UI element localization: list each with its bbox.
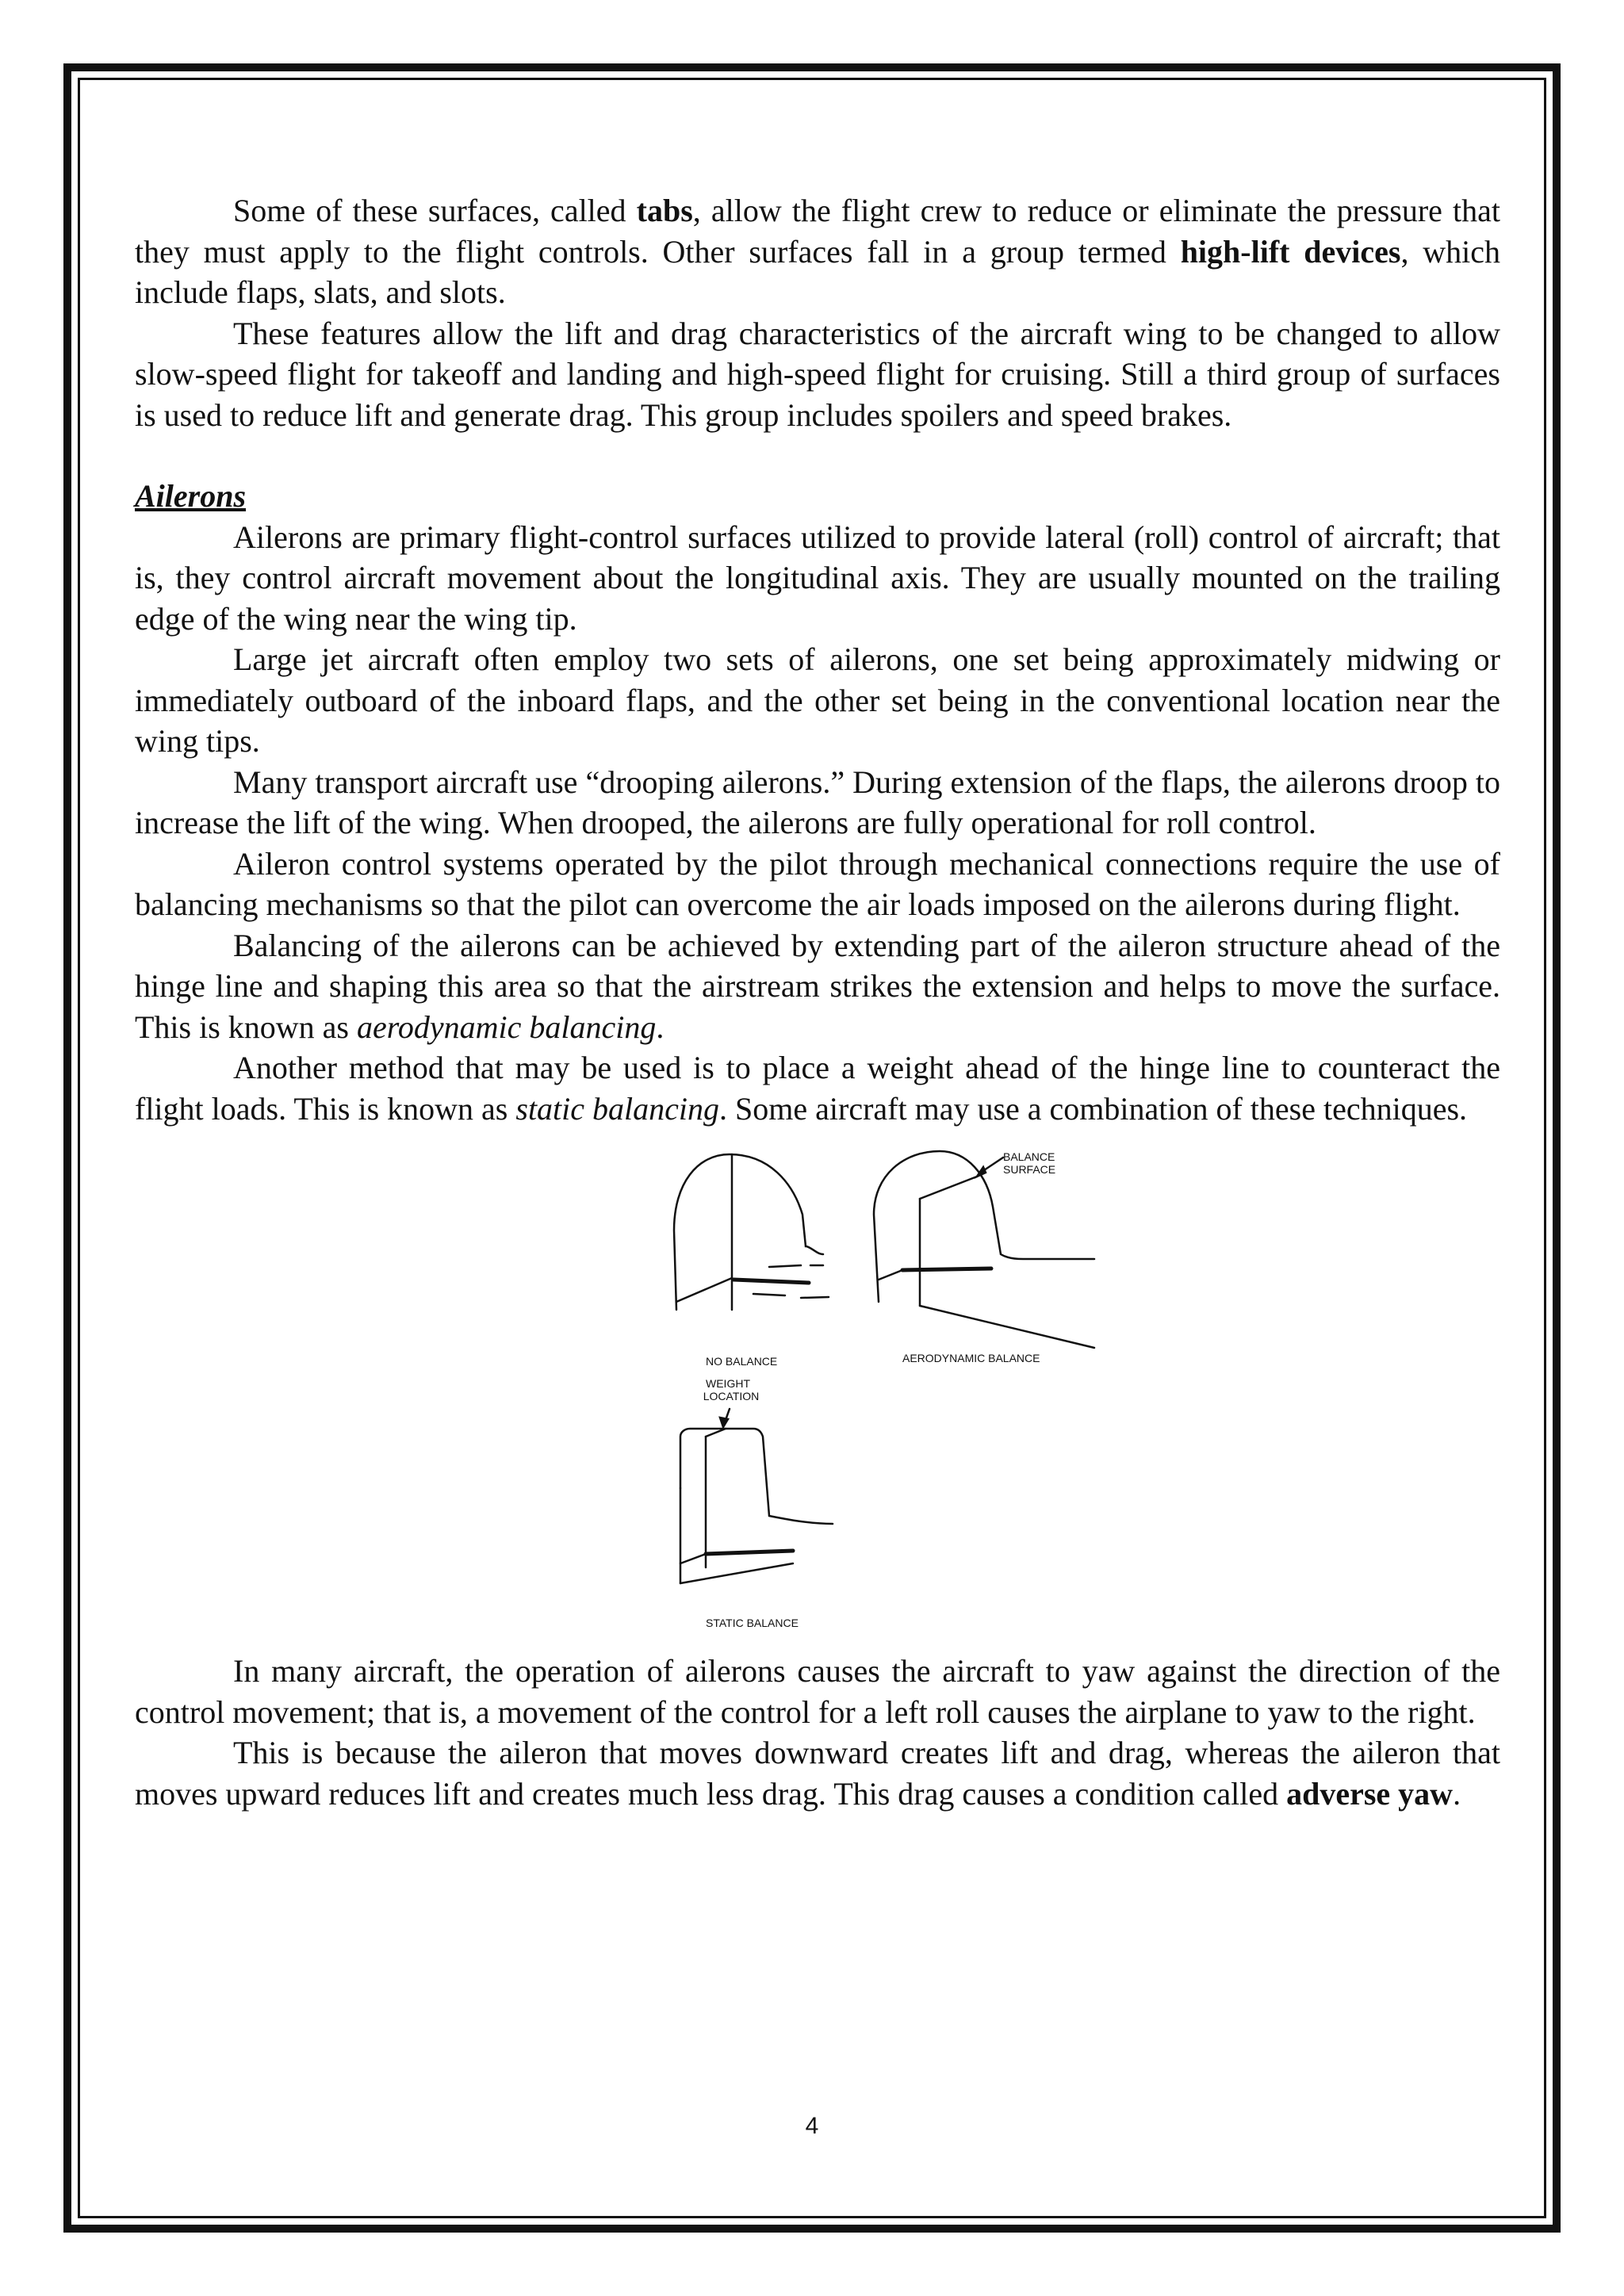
- term-static-balancing: static balancing: [515, 1090, 720, 1127]
- label-no-balance: NO BALANCE: [706, 1355, 778, 1368]
- label-weight-location-line1: WEIGHT: [706, 1377, 750, 1390]
- term-aerodynamic-balancing: aerodynamic balancing: [357, 1008, 657, 1045]
- term-tabs: tabs: [636, 193, 693, 228]
- static-balance-diagram: [680, 1409, 833, 1583]
- aileron-balance-figure: [135, 1135, 1500, 1643]
- label-balance-surface-line2: SURFACE: [1003, 1163, 1056, 1176]
- ailerons-paragraph-4: Aileron control systems operated by the pilot through mechanical connections require the use of balancing mechanisms so that the pilot can overcome the air loads imposed on the ailerons during flight.: [135, 845, 1500, 922]
- ailerons-paragraph-3: Many transport aircraft use “drooping ailerons.” During extension of the flaps, the ailerons droop to increase the lift of the wing. When drooped, the ailerons are fully operational for roll control.: [135, 763, 1500, 840]
- label-static-balance: STATIC BALANCE: [706, 1617, 799, 1629]
- intro-paragraph-1: Some of these surfaces, called tabs, allow the flight crew to reduce or eliminate the pressure that they must apply to the flight controls. Other surfaces fall in a group termed high-lift devices, which include flaps, slats, and slots.: [135, 193, 1500, 310]
- term-adverse-yaw: adverse yaw: [1286, 1775, 1454, 1812]
- ailerons-paragraph-5: Balancing of the ailerons can be achieved by extending part of the aileron structure ahead of the hinge line and shaping this area so that the airstream strikes the extension and helps to move the surface. This is known as aerodynamic balancing.: [135, 927, 1500, 1045]
- aerodynamic-balance-diagram: [874, 1151, 1094, 1348]
- ailerons-paragraph-1: Ailerons are primary flight-control surfaces utilized to provide lateral (roll) control of aircraft; that is, they control aircraft movement about the longitudinal axis. They are usually mounted on the trailing edge of the wing near the wing tip.: [135, 519, 1500, 637]
- document-body: [135, 190, 1500, 1814]
- ailerons-paragraph-2: Large jet aircraft often employ two sets of ailerons, one set being approximately midwing or immediately outboard of the inboard flaps, and the other set being in the conventional location near the wing tips.: [135, 641, 1500, 759]
- label-aerodynamic-balance: AERODYNAMIC BALANCE: [902, 1352, 1040, 1364]
- no-balance-diagram: [674, 1154, 829, 1310]
- section-heading-ailerons: Ailerons: [135, 478, 247, 514]
- label-weight-location-line2: LOCATION: [703, 1390, 760, 1402]
- page-number: 4: [805, 2113, 819, 2139]
- yaw-paragraph-1: In many aircraft, the operation of ailerons causes the aircraft to yaw against the direction of the control movement; that is, a movement of the control for a left roll causes the airplane to yaw to the right.: [135, 1653, 1500, 1730]
- ailerons-paragraph-6: Another method that may be used is to place a weight ahead of the hinge line to counteract the flight loads. This is known as static balancing. Some aircraft may use a combination of these techniques.: [135, 1050, 1500, 1127]
- term-high-lift-devices: high-lift devices: [1180, 233, 1401, 270]
- yaw-paragraph-2: This is because the aileron that moves downward creates lift and drag, whereas the aileron that moves upward reduces lift and creates much less drag. This drag causes a condition called adverse yaw.: [135, 1735, 1500, 1812]
- label-balance-surface-line1: BALANCE: [1003, 1150, 1055, 1163]
- intro-paragraph-2: These features allow the lift and drag characteristics of the aircraft wing to be changed to allow slow-speed flight for takeoff and landing and high-speed flight for cruising. Still a third group of surfaces is used to reduce lift and generate drag. This group includes spoilers and speed brakes.: [135, 315, 1500, 433]
